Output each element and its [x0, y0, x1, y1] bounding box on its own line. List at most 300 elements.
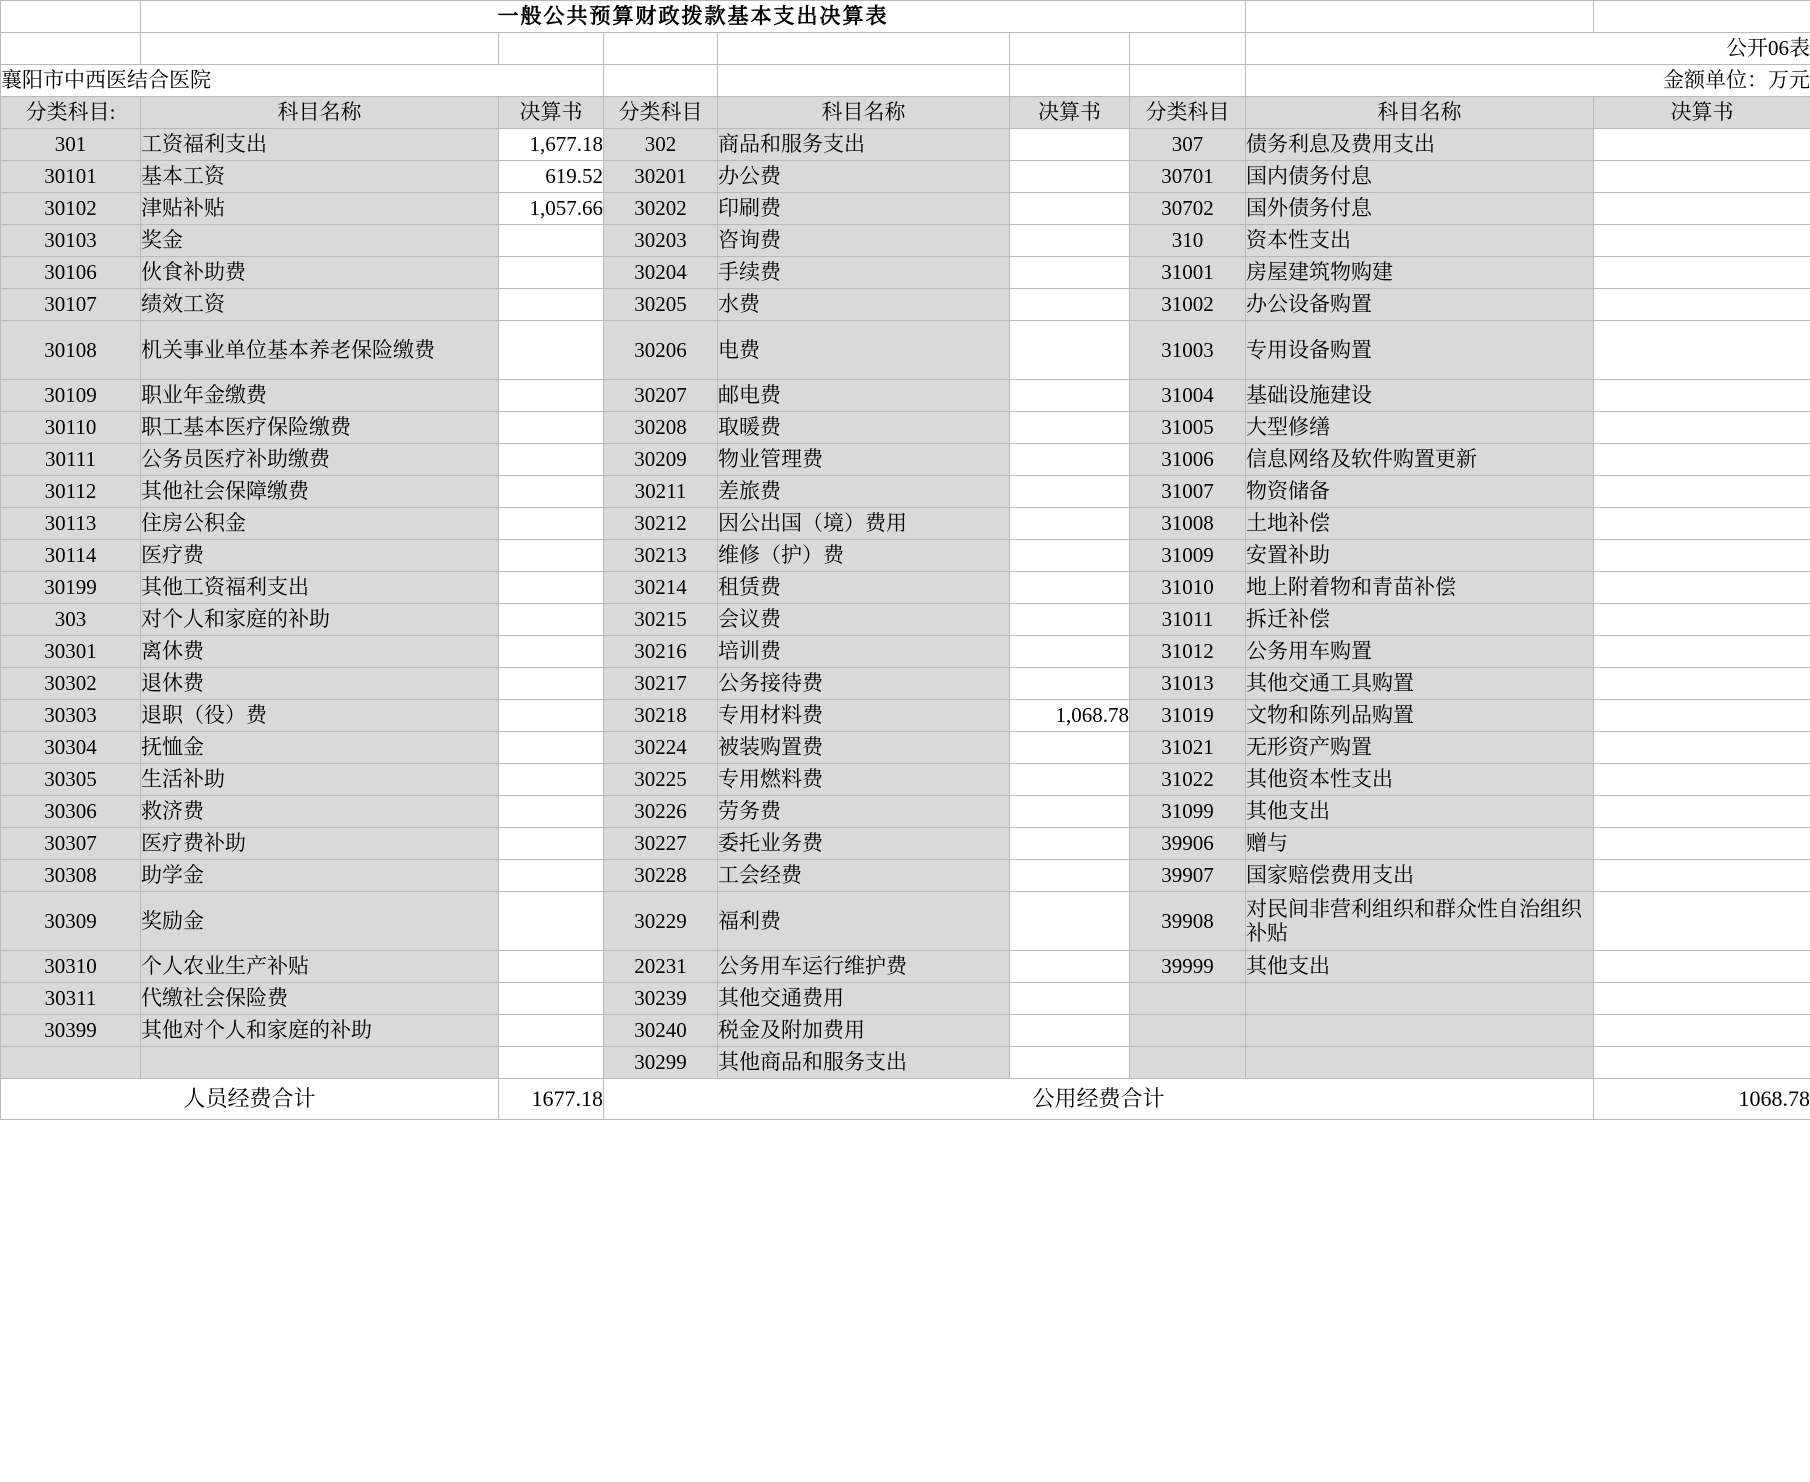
row-code-3: 31099: [1130, 796, 1246, 828]
row-subject-name-1: 退职（役）费: [141, 700, 499, 732]
column-header-row: [1, 97, 1810, 129]
row-subject-name-1: 对个人和家庭的补助: [141, 604, 499, 636]
row-subject-name-2: 水费: [718, 289, 1010, 321]
row-code-2: 20231: [604, 951, 718, 983]
row-code-1: 30301: [1, 636, 141, 668]
row-subject-name-3: 国家赔偿费用支出: [1246, 860, 1594, 892]
table-row: [1, 540, 1810, 572]
row-code-3: 31008: [1130, 508, 1246, 540]
header-code-1: 分类科目:: [1, 97, 141, 129]
row-code-2: 302: [604, 129, 718, 161]
row-amount-3: [1594, 289, 1810, 321]
table-row: [1, 476, 1810, 508]
table-row: [1, 1047, 1810, 1079]
row-code-1: 30302: [1, 668, 141, 700]
row-code-2: 30226: [604, 796, 718, 828]
row-code-2: 30211: [604, 476, 718, 508]
row-amount-1: [499, 412, 604, 444]
row-subject-name-1: 医疗费: [141, 540, 499, 572]
table-row: [1, 225, 1810, 257]
row-amount-3: [1594, 444, 1810, 476]
row-amount-3: [1594, 412, 1810, 444]
row-amount-2: [1010, 289, 1130, 321]
row-code-2: 30205: [604, 289, 718, 321]
row-subject-name-3: 文物和陈列品购置: [1246, 700, 1594, 732]
row-amount-2: [1010, 321, 1130, 380]
row-subject-name-2: 取暖费: [718, 412, 1010, 444]
row-amount-2: [1010, 193, 1130, 225]
row-code-2: 30202: [604, 193, 718, 225]
table-row: [1, 321, 1810, 380]
row-amount-2: [1010, 257, 1130, 289]
row-subject-name-3: 土地补偿: [1246, 508, 1594, 540]
row-code-3: [1130, 1047, 1246, 1079]
row-subject-name-1: 基本工资: [141, 161, 499, 193]
table-row: [1, 129, 1810, 161]
row-amount-1: [499, 892, 604, 951]
row-amount-2: [1010, 1015, 1130, 1047]
row-code-3: 31003: [1130, 321, 1246, 380]
row-code-3: 31022: [1130, 764, 1246, 796]
row-subject-name-1: 住房公积金: [141, 508, 499, 540]
row-code-2: 30228: [604, 860, 718, 892]
row-subject-name-3: 安置补助: [1246, 540, 1594, 572]
row-code-1: 30306: [1, 796, 141, 828]
row-code-3: 39999: [1130, 951, 1246, 983]
row-amount-1: [499, 1047, 604, 1079]
row-amount-2: [1010, 604, 1130, 636]
row-code-1: 30114: [1, 540, 141, 572]
row-code-1: 30111: [1, 444, 141, 476]
row-subject-name-2: 印刷费: [718, 193, 1010, 225]
row-amount-3: [1594, 1015, 1810, 1047]
row-code-2: 30239: [604, 983, 718, 1015]
table-row: [1, 700, 1810, 732]
row-subject-name-2: 工会经费: [718, 860, 1010, 892]
header-value-1: 决算书: [499, 97, 604, 129]
public-no-row: [1, 33, 1810, 65]
row-amount-3: [1594, 1047, 1810, 1079]
row-subject-name-1: 抚恤金: [141, 732, 499, 764]
row-subject-name-2: 办公费: [718, 161, 1010, 193]
row-subject-name-3: 无形资产购置: [1246, 732, 1594, 764]
row-subject-name-3: 公务用车购置: [1246, 636, 1594, 668]
row-amount-1: [499, 732, 604, 764]
row-amount-2: [1010, 668, 1130, 700]
row-code-1: 30109: [1, 380, 141, 412]
row-code-3: 31010: [1130, 572, 1246, 604]
row-subject-name-3: 其他交通工具购置: [1246, 668, 1594, 700]
row-amount-1: [499, 828, 604, 860]
row-amount-2: [1010, 129, 1130, 161]
row-amount-2: [1010, 444, 1130, 476]
row-subject-name-2: 培训费: [718, 636, 1010, 668]
row-amount-2: [1010, 951, 1130, 983]
row-code-2: 30227: [604, 828, 718, 860]
row-subject-name-1: 助学金: [141, 860, 499, 892]
row-subject-name-2: 公务接待费: [718, 668, 1010, 700]
row-code-2: 30201: [604, 161, 718, 193]
row-code-1: 30308: [1, 860, 141, 892]
row-subject-name-1: 其他对个人和家庭的补助: [141, 1015, 499, 1047]
strip-cell-3: [499, 33, 604, 65]
row-code-2: 30209: [604, 444, 718, 476]
org-pad-3: [1010, 65, 1130, 97]
row-amount-1: [499, 668, 604, 700]
table-row: [1, 572, 1810, 604]
row-code-3: 39907: [1130, 860, 1246, 892]
row-subject-name-3: 国外债务付息: [1246, 193, 1594, 225]
row-amount-2: 1,068.78: [1010, 700, 1130, 732]
row-code-2: 30208: [604, 412, 718, 444]
table-row: [1, 604, 1810, 636]
row-code-1: 30399: [1, 1015, 141, 1047]
strip-cell-6: [1010, 33, 1130, 65]
row-amount-3: [1594, 668, 1810, 700]
row-amount-1: [499, 951, 604, 983]
table-row: [1, 1015, 1810, 1047]
row-subject-name-1: 奖金: [141, 225, 499, 257]
org-pad-2: [718, 65, 1010, 97]
table-row: [1, 289, 1810, 321]
row-amount-2: [1010, 1047, 1130, 1079]
row-amount-3: [1594, 161, 1810, 193]
table-footer: [1, 1079, 1810, 1120]
row-subject-name-2: 因公出国（境）费用: [718, 508, 1010, 540]
header-name-1: 科目名称: [141, 97, 499, 129]
row-code-3: 31004: [1130, 380, 1246, 412]
row-subject-name-2: 差旅费: [718, 476, 1010, 508]
row-subject-name-1: [141, 1047, 499, 1079]
row-amount-2: [1010, 764, 1130, 796]
row-code-1: 30107: [1, 289, 141, 321]
row-code-1: 30310: [1, 951, 141, 983]
strip-cell-7: [1130, 33, 1246, 65]
row-subject-name-2: 维修（护）费: [718, 540, 1010, 572]
row-subject-name-2: 福利费: [718, 892, 1010, 951]
page-title: 一般公共预算财政拨款基本支出决算表: [141, 1, 1246, 33]
title-right-pad-2: [1594, 1, 1810, 33]
row-subject-name-1: 公务员医疗补助缴费: [141, 444, 499, 476]
table-row: [1, 412, 1810, 444]
row-code-3: 39906: [1130, 828, 1246, 860]
row-subject-name-3: 其他资本性支出: [1246, 764, 1594, 796]
row-subject-name-3: 债务利息及费用支出: [1246, 129, 1594, 161]
table-row: [1, 828, 1810, 860]
row-amount-1: [499, 257, 604, 289]
row-amount-1: 619.52: [499, 161, 604, 193]
row-code-2: 30224: [604, 732, 718, 764]
row-amount-3: [1594, 572, 1810, 604]
row-subject-name-3: 拆迁补偿: [1246, 604, 1594, 636]
row-subject-name-3: 大型修缮: [1246, 412, 1594, 444]
row-code-2: 30215: [604, 604, 718, 636]
row-code-1: 303: [1, 604, 141, 636]
row-subject-name-3: [1246, 1047, 1594, 1079]
row-subject-name-3: 信息网络及软件购置更新: [1246, 444, 1594, 476]
row-code-1: 30112: [1, 476, 141, 508]
row-amount-3: [1594, 225, 1810, 257]
row-code-3: 307: [1130, 129, 1246, 161]
row-code-1: 30108: [1, 321, 141, 380]
row-amount-1: [499, 983, 604, 1015]
row-subject-name-2: 物业管理费: [718, 444, 1010, 476]
row-subject-name-1: 职业年金缴费: [141, 380, 499, 412]
row-code-3: 31001: [1130, 257, 1246, 289]
row-amount-1: [499, 508, 604, 540]
title-row: [1, 1, 1810, 33]
header-code-3: 分类科目: [1130, 97, 1246, 129]
organization-name: 襄阳市中西医结合医院: [1, 65, 604, 97]
row-code-3: 30701: [1130, 161, 1246, 193]
row-code-2: 30216: [604, 636, 718, 668]
row-amount-1: 1,057.66: [499, 193, 604, 225]
row-amount-1: [499, 321, 604, 380]
table-row: [1, 892, 1810, 951]
row-amount-1: 1,677.18: [499, 129, 604, 161]
row-amount-1: [499, 796, 604, 828]
row-amount-3: [1594, 860, 1810, 892]
row-amount-3: [1594, 951, 1810, 983]
row-subject-name-2: 租赁费: [718, 572, 1010, 604]
row-amount-2: [1010, 983, 1130, 1015]
row-amount-2: [1010, 732, 1130, 764]
row-amount-3: [1594, 983, 1810, 1015]
row-amount-1: [499, 572, 604, 604]
title-left-pad: [1, 1, 141, 33]
row-subject-name-1: 生活补助: [141, 764, 499, 796]
row-amount-2: [1010, 476, 1130, 508]
row-amount-3: [1594, 508, 1810, 540]
row-subject-name-2: 其他交通费用: [718, 983, 1010, 1015]
row-code-3: 31021: [1130, 732, 1246, 764]
row-code-1: 30311: [1, 983, 141, 1015]
row-amount-1: [499, 1015, 604, 1047]
row-code-1: 30106: [1, 257, 141, 289]
table-row: [1, 764, 1810, 796]
row-amount-1: [499, 860, 604, 892]
personnel-total-value: 1677.18: [499, 1079, 604, 1120]
row-subject-name-1: 退休费: [141, 668, 499, 700]
table-row: [1, 796, 1810, 828]
row-code-3: 31006: [1130, 444, 1246, 476]
row-subject-name-2: 电费: [718, 321, 1010, 380]
row-subject-name-2: 委托业务费: [718, 828, 1010, 860]
row-subject-name-2: 咨询费: [718, 225, 1010, 257]
row-amount-2: [1010, 540, 1130, 572]
table-row: [1, 193, 1810, 225]
personnel-total-label: 人员经费合计: [1, 1079, 499, 1120]
row-amount-2: [1010, 380, 1130, 412]
row-subject-name-1: 津贴补贴: [141, 193, 499, 225]
row-amount-1: [499, 764, 604, 796]
row-subject-name-3: [1246, 1015, 1594, 1047]
header-value-3: 决算书: [1594, 97, 1810, 129]
row-code-3: 310: [1130, 225, 1246, 257]
row-code-3: 31007: [1130, 476, 1246, 508]
row-amount-2: [1010, 412, 1130, 444]
row-amount-3: [1594, 828, 1810, 860]
row-amount-3: [1594, 604, 1810, 636]
public-total-label: 公用经费合计: [604, 1079, 1594, 1120]
row-subject-name-2: 公务用车运行维护费: [718, 951, 1010, 983]
org-pad-1: [604, 65, 718, 97]
amount-unit-label: 金额单位：万元: [1246, 65, 1810, 97]
row-code-3: 31002: [1130, 289, 1246, 321]
row-subject-name-3: 国内债务付息: [1246, 161, 1594, 193]
row-subject-name-1: 代缴社会保险费: [141, 983, 499, 1015]
row-amount-1: [499, 444, 604, 476]
row-subject-name-3: 房屋建筑物购建: [1246, 257, 1594, 289]
row-code-3: 31012: [1130, 636, 1246, 668]
row-subject-name-3: [1246, 983, 1594, 1015]
row-subject-name-2: 劳务费: [718, 796, 1010, 828]
row-amount-3: [1594, 700, 1810, 732]
row-code-1: 30309: [1, 892, 141, 951]
row-code-1: 30102: [1, 193, 141, 225]
row-amount-1: [499, 380, 604, 412]
row-amount-1: [499, 476, 604, 508]
row-code-3: 39908: [1130, 892, 1246, 951]
table-row: [1, 508, 1810, 540]
row-subject-name-3: 赠与: [1246, 828, 1594, 860]
totals-row: [1, 1079, 1810, 1120]
row-amount-2: [1010, 636, 1130, 668]
row-subject-name-3: 资本性支出: [1246, 225, 1594, 257]
row-amount-1: [499, 540, 604, 572]
row-code-1: 30110: [1, 412, 141, 444]
row-subject-name-1: 机关事业单位基本养老保险缴费: [141, 321, 499, 380]
row-code-1: 30303: [1, 700, 141, 732]
header-code-2: 分类科目: [604, 97, 718, 129]
table-row: [1, 161, 1810, 193]
row-subject-name-1: 其他社会保障缴费: [141, 476, 499, 508]
row-code-3: [1130, 1015, 1246, 1047]
row-code-2: 30240: [604, 1015, 718, 1047]
row-code-2: 30204: [604, 257, 718, 289]
row-subject-name-2: 邮电费: [718, 380, 1010, 412]
row-code-2: 30218: [604, 700, 718, 732]
table-body: [1, 1, 1810, 1079]
org-pad-4: [1130, 65, 1246, 97]
org-unit-row: [1, 65, 1810, 97]
row-code-3: 31009: [1130, 540, 1246, 572]
row-code-2: 30214: [604, 572, 718, 604]
title-right-pad-1: [1246, 1, 1594, 33]
row-amount-2: [1010, 796, 1130, 828]
row-subject-name-2: 专用材料费: [718, 700, 1010, 732]
row-subject-name-1: 工资福利支出: [141, 129, 499, 161]
row-subject-name-1: 伙食补助费: [141, 257, 499, 289]
row-amount-1: [499, 604, 604, 636]
row-amount-1: [499, 636, 604, 668]
row-code-2: 30212: [604, 508, 718, 540]
row-subject-name-3: 其他支出: [1246, 951, 1594, 983]
row-amount-2: [1010, 161, 1130, 193]
row-amount-2: [1010, 860, 1130, 892]
table-row: [1, 636, 1810, 668]
row-amount-2: [1010, 892, 1130, 951]
row-code-1: 30101: [1, 161, 141, 193]
row-subject-name-3: 基础设施建设: [1246, 380, 1594, 412]
table-row: [1, 951, 1810, 983]
row-code-2: 30229: [604, 892, 718, 951]
row-subject-name-1: 救济费: [141, 796, 499, 828]
row-subject-name-1: 绩效工资: [141, 289, 499, 321]
row-code-2: 30299: [604, 1047, 718, 1079]
row-amount-3: [1594, 732, 1810, 764]
row-amount-3: [1594, 257, 1810, 289]
row-subject-name-2: 税金及附加费用: [718, 1015, 1010, 1047]
header-name-2: 科目名称: [718, 97, 1010, 129]
row-code-3: 31011: [1130, 604, 1246, 636]
row-subject-name-2: 商品和服务支出: [718, 129, 1010, 161]
table-row: [1, 983, 1810, 1015]
table-row: [1, 732, 1810, 764]
row-code-2: 30206: [604, 321, 718, 380]
row-subject-name-3: 地上附着物和青苗补偿: [1246, 572, 1594, 604]
row-amount-3: [1594, 193, 1810, 225]
row-subject-name-1: 医疗费补助: [141, 828, 499, 860]
row-code-1: 30305: [1, 764, 141, 796]
row-amount-3: [1594, 636, 1810, 668]
row-subject-name-3: 办公设备购置: [1246, 289, 1594, 321]
row-subject-name-3: 其他支出: [1246, 796, 1594, 828]
table-row: [1, 444, 1810, 476]
table-row: [1, 668, 1810, 700]
row-code-3: 30702: [1130, 193, 1246, 225]
row-code-2: 30203: [604, 225, 718, 257]
row-amount-3: [1594, 540, 1810, 572]
row-subject-name-3: 对民间非营利组织和群众性自治组织补贴: [1246, 892, 1594, 951]
row-amount-1: [499, 289, 604, 321]
row-code-1: 30113: [1, 508, 141, 540]
row-code-1: [1, 1047, 141, 1079]
strip-cell-1: [1, 33, 141, 65]
row-amount-3: [1594, 476, 1810, 508]
row-amount-3: [1594, 321, 1810, 380]
row-subject-name-2: 其他商品和服务支出: [718, 1047, 1010, 1079]
row-amount-3: [1594, 764, 1810, 796]
table-row: [1, 380, 1810, 412]
strip-cell-2: [141, 33, 499, 65]
row-code-2: 30217: [604, 668, 718, 700]
row-code-3: 31013: [1130, 668, 1246, 700]
row-code-1: 30103: [1, 225, 141, 257]
row-code-1: 30304: [1, 732, 141, 764]
row-amount-2: [1010, 225, 1130, 257]
strip-cell-5: [718, 33, 1010, 65]
row-amount-2: [1010, 572, 1130, 604]
row-code-1: 30307: [1, 828, 141, 860]
row-subject-name-1: 个人农业生产补贴: [141, 951, 499, 983]
strip-cell-4: [604, 33, 718, 65]
row-amount-2: [1010, 508, 1130, 540]
row-amount-3: [1594, 380, 1810, 412]
row-subject-name-1: 奖励金: [141, 892, 499, 951]
row-subject-name-3: 物资储备: [1246, 476, 1594, 508]
row-amount-1: [499, 225, 604, 257]
row-code-3: 31019: [1130, 700, 1246, 732]
row-subject-name-1: 职工基本医疗保险缴费: [141, 412, 499, 444]
table-row: [1, 257, 1810, 289]
row-code-3: [1130, 983, 1246, 1015]
row-subject-name-2: 被装购置费: [718, 732, 1010, 764]
row-subject-name-1: 离休费: [141, 636, 499, 668]
row-amount-1: [499, 700, 604, 732]
header-value-2: 决算书: [1010, 97, 1130, 129]
header-name-3: 科目名称: [1246, 97, 1594, 129]
